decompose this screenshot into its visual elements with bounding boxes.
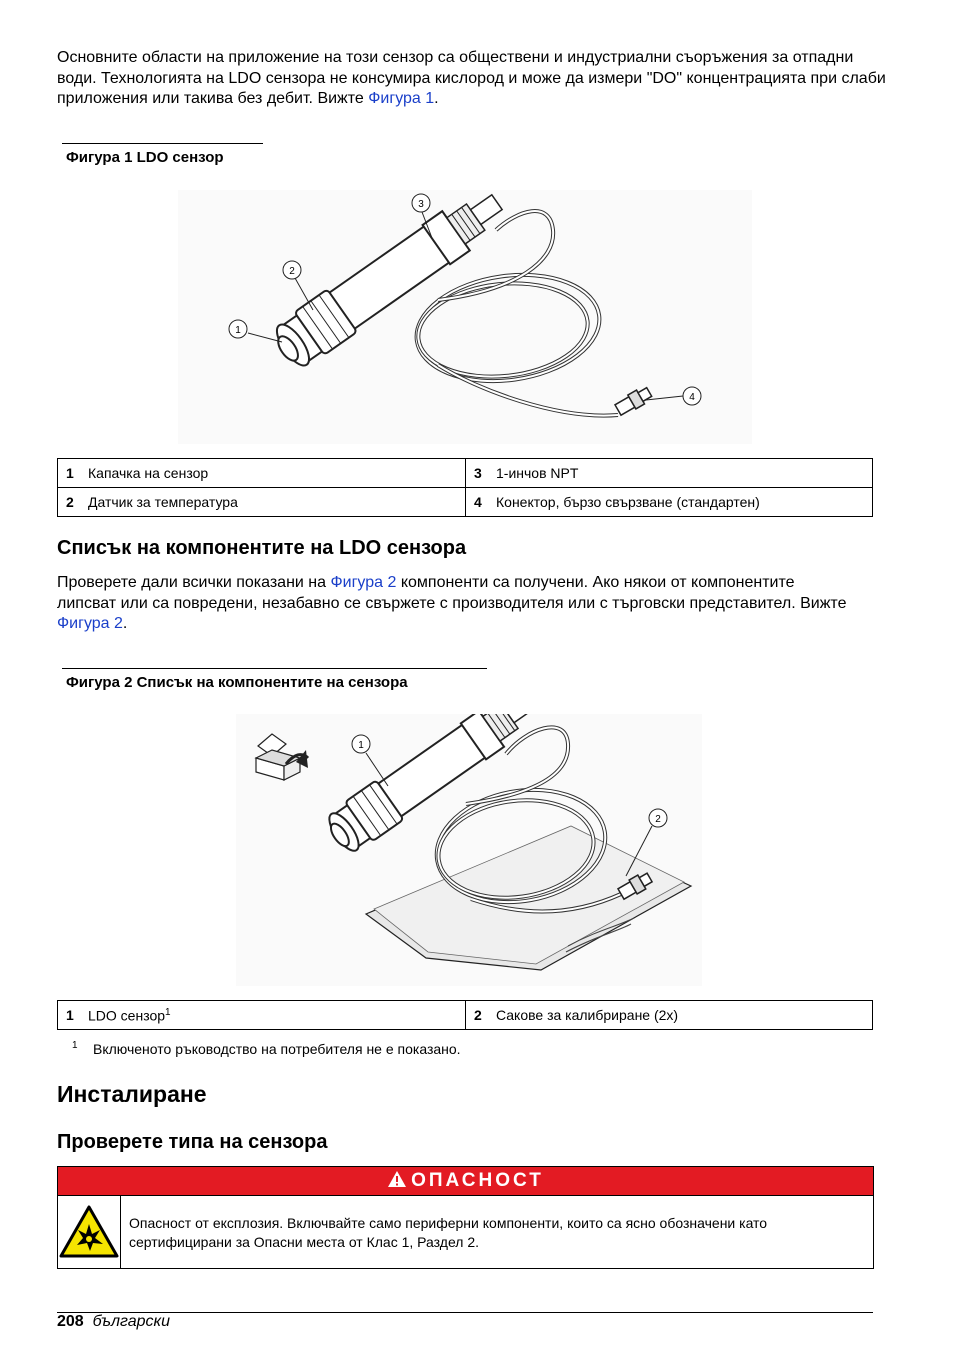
figure1-callout-2: 2: [289, 266, 295, 277]
components-illustration: [236, 714, 702, 986]
figure1-callout-3: 3: [418, 199, 424, 210]
danger-box: [57, 1166, 874, 1269]
explosion-hazard-icon: [58, 1196, 121, 1268]
legend-cell: 3 1-инчов NPT: [466, 459, 873, 488]
figure2-link[interactable]: Фигура 2: [330, 574, 397, 591]
page-number: 208: [57, 1313, 84, 1330]
legend-cell: 1 Капачка на сензор: [58, 459, 466, 488]
legend-cell: 2 Датчик за температура: [58, 488, 466, 517]
footer: [57, 1313, 170, 1331]
footnote-ref: 1: [165, 1006, 171, 1018]
figure2-caption: Фигура 2 Списък на компонентите на сензора: [66, 674, 408, 691]
warning-triangle-icon: [387, 1169, 407, 1197]
figure2-link[interactable]: Фигура 2: [57, 615, 123, 632]
sensor-type-heading: Проверете типа на сензора: [57, 1131, 328, 1153]
figure1-legend-table: [57, 458, 873, 517]
table-row: [58, 1001, 873, 1030]
components-paragraph: Проверете дали всички показани на Фигура 2 компоненти са получени. Ако някои от компонентите липсват или са повредени, незабавно се свържете с производителя или с търговски представител. Вижте Фигура 2.: [57, 574, 847, 632]
danger-header: [58, 1167, 873, 1196]
figure2-callout-1: 1: [358, 740, 364, 751]
legend-cell: 1 LDO сензор$^1$: [58, 1001, 466, 1030]
legend-cell: 4 Конектор, бързо свързване (стандартен): [466, 488, 873, 517]
figure2-legend-table: [57, 1000, 873, 1030]
danger-title: ОПАСНОСТ: [411, 1170, 544, 1191]
figure2-rule: [62, 668, 487, 669]
components-heading: Списък на компонентите на LDO сензора: [57, 537, 467, 559]
intro-paragraph: Основните области на приложение на този сензор са обществени и индустриални съоръжения за отпадни води. Технологията на LDO сензора не консумира кислород и може да измери "DO" концентрацията при слаби приложения или такива без дебит. Вижте Фигура 1.: [57, 49, 886, 107]
table-row: [58, 459, 873, 488]
figure2-callout-2: 2: [655, 814, 661, 825]
legend-cell: 2 Сакове за калибриране (2x): [466, 1001, 873, 1030]
figure1-caption: Фигура 1 LDO сензор: [66, 149, 224, 166]
footnote-mark: 1: [72, 1040, 78, 1051]
figure1-callout-4: 4: [689, 392, 695, 403]
figure1-callout-1: 1: [235, 325, 241, 336]
footer-language: български: [92, 1313, 170, 1330]
figure1-link[interactable]: Фигура 1: [368, 90, 435, 107]
footnote-text: Включеното ръководство на потребителя не е показано.: [93, 1041, 461, 1057]
ldo-sensor-illustration: [178, 190, 752, 444]
danger-text: Опасност от експлозия. Включвайте само периферни компоненти, които са ясно обозначени като сертифицирани за Опасни места от Клас 1, Раздел 2.: [129, 1215, 768, 1250]
table-row: [58, 488, 873, 517]
footer-rule: [57, 1312, 873, 1313]
install-heading: Инсталиране: [57, 1081, 207, 1107]
figure1-rule: [62, 143, 263, 144]
